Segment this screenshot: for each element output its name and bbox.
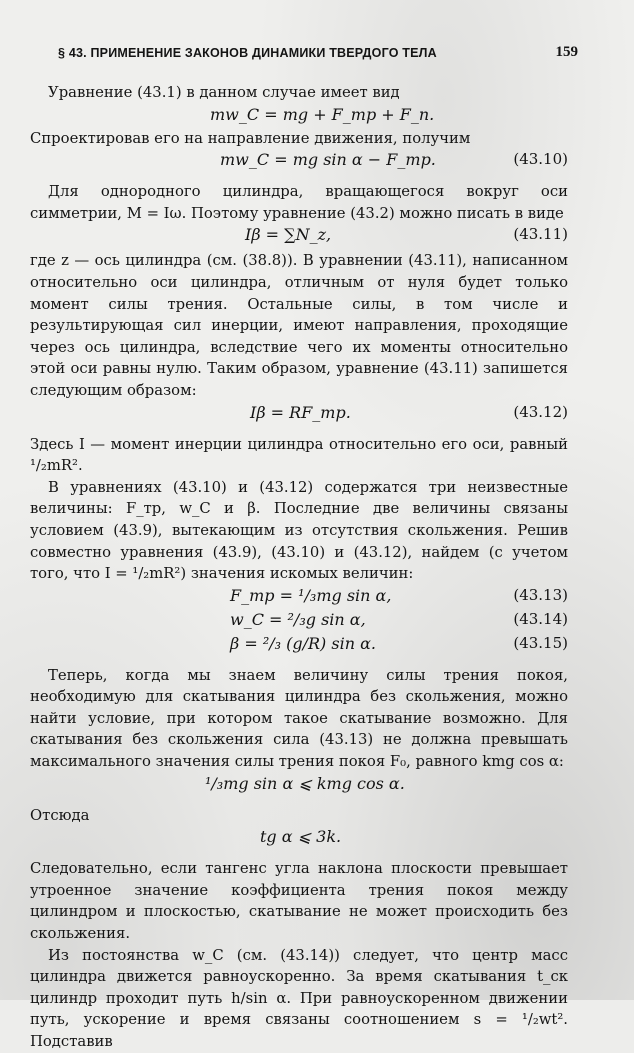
equation-formula: F_тр = ¹/₃mg sin α, [230, 585, 392, 605]
equation-formula: Iβ = ∑N_z, [245, 225, 332, 245]
equation-formula: β = ²/₃ (g/R) sin α. [230, 633, 376, 653]
paragraph: Из постоянства w_C (см. (43.14)) следует, что центр масс цилиндра движется равноускоренно. За время скатывания t_ск цилиндр проходит путь h/sin α. При равноускоренном движении путь, ускорение и время связаны соотношением s = ¹/₂wt². Подставив [30, 946, 568, 1050]
paragraph: Отсюда [30, 806, 90, 824]
equation-43-13 [30, 585, 568, 609]
equation-formula: Iβ = RF_тр. [250, 402, 351, 422]
equation-formula: w_C = ²/₃g sin α, [230, 609, 366, 629]
equation-number: (43.13) [513, 585, 568, 604]
equation-formula: tg α ⩽ 3k. [260, 827, 342, 847]
equation-formula: mw_C = mg sin α − F_тр. [220, 150, 436, 170]
equation-number: (43.14) [513, 609, 568, 628]
equation-formula: mw_C = mg + F_тр + F_n. [210, 104, 435, 124]
paragraph: В уравнениях (43.10) и (43.12) содержатся три неизвестные величины: F_тр, w_C и β. Последние две величины связаны условием (43.9), вытекающим из отсутствия скольжения. Решив совместно уравнения (43.9), (43.10) и (43.12), найдем (с учетом того, что I = ¹/₂mR²) значения искомых величин: [30, 478, 568, 583]
equation-formula: ¹/₃mg sin α ⩽ kmg cos α. [205, 773, 405, 793]
equation-number: (43.11) [513, 225, 568, 244]
page-body [30, 82, 568, 1053]
paragraph: Для однородного цилиндра, вращающегося вокруг оси симметрии, M = Iω. Поэтому уравнение (43.2) можно писать в виде [30, 183, 568, 222]
equation-43-10 [30, 149, 568, 173]
paragraph: Уравнение (43.1) в данном случае имеет вид [48, 84, 400, 101]
paragraph: Следовательно, если тангенс угла наклона плоскости превышает утроенное значение коэффициента трения покоя между цилиндром и плоскостью, скатывание не может происходить без скольжения. [30, 860, 568, 943]
equation-number: (43.10) [513, 150, 568, 169]
section-title: § 43. ПРИМЕНЕНИЕ ЗАКОНОВ ДИНАМИКИ ТВЕРДОГО ТЕЛА [58, 46, 437, 60]
equation-43-9a [30, 104, 568, 128]
equation-tangent [30, 826, 568, 850]
equation-43-15 [30, 633, 568, 657]
running-header [58, 44, 578, 66]
equation-43-12 [30, 402, 568, 426]
equation-43-11 [30, 224, 568, 250]
equation-number: (43.15) [513, 633, 568, 652]
paragraph: Спроектировав его на направление движения, получим [30, 129, 471, 147]
paragraph: Здесь I — момент инерции цилиндра относительно его оси, равный ¹/₂mR². [30, 435, 568, 475]
paragraph: Теперь, когда мы знаем величину силы трения покоя, необходимую для скатывания цилиндра без скольжения, можно найти условие, при котором такое скатывание возможно. Для скатывания без скольжения сила (43.13) не должна превышать максимального значения силы трения покоя F₀, равного kmg cos α: [30, 666, 568, 771]
equation-43-14 [30, 609, 568, 633]
equation-number: (43.12) [513, 402, 568, 421]
equation-inequality [30, 773, 568, 797]
page-number: 159 [555, 44, 578, 60]
paragraph: где z — ось цилиндра (см. (38.8)). В уравнении (43.11), написанном относительно оси цилиндра, отличным от нуля будет только момент силы трения. Остальные силы, в том числе и результирующая сил инерции, имеют направления, проходящие через ось цилиндра, вследствие чего их моменты относительно этой оси равны нулю. Таким образом, уравнение (43.11) запишется следующим образом: [30, 252, 568, 399]
